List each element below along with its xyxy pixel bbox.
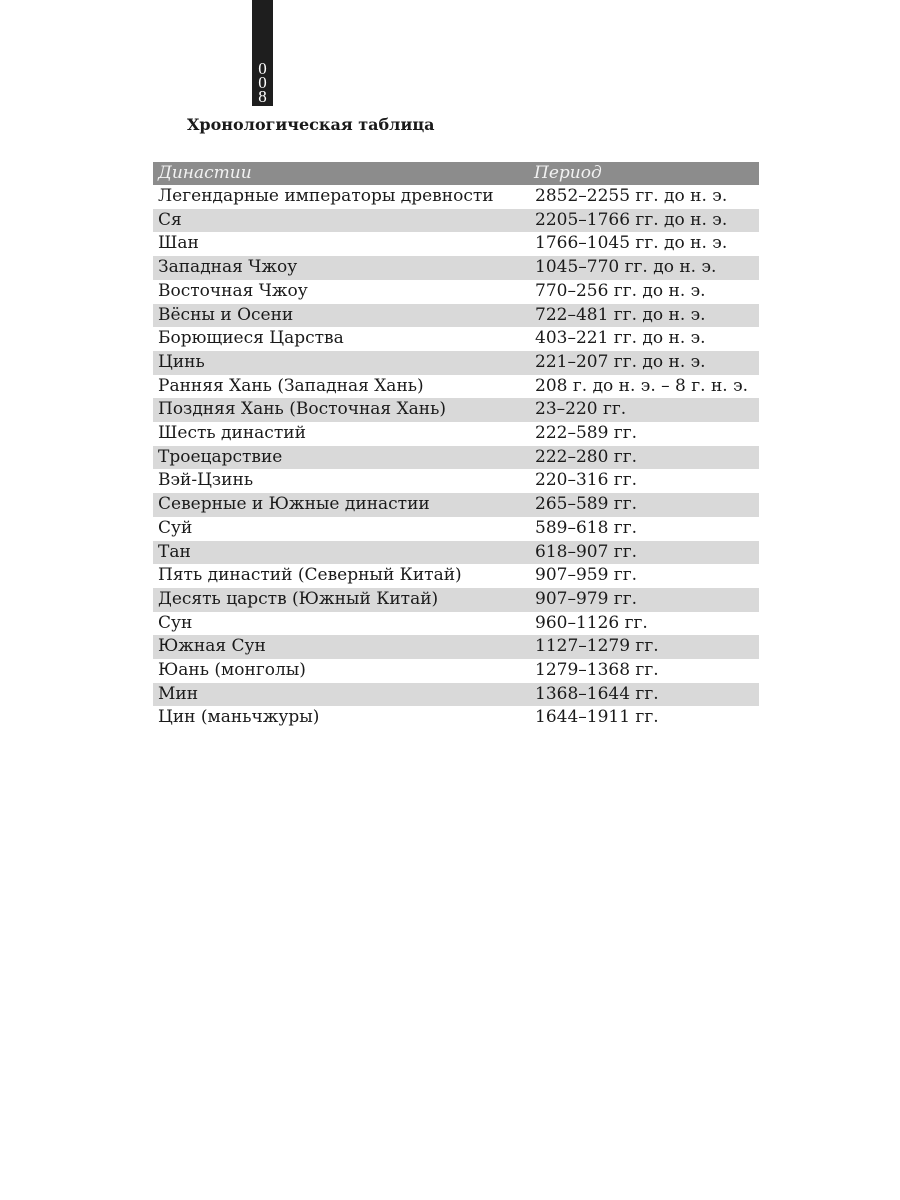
period-cell: 1279–1368 гг. [529, 659, 759, 683]
page-number-digit: 0 [258, 73, 267, 92]
table-row [153, 469, 759, 493]
table-row [153, 398, 759, 422]
table-row [153, 493, 759, 517]
dynasty-cell: Борющиеся Царства [153, 327, 529, 351]
header-dynasty: Династии [153, 162, 529, 185]
period-cell: 265–589 гг. [529, 493, 759, 517]
dynasty-cell: Легендарные императоры древности [153, 185, 529, 209]
period-cell: 618–907 гг. [529, 541, 759, 565]
dynasty-cell: Тан [153, 541, 529, 565]
header-period: Период [529, 162, 759, 185]
dynasty-cell: Вёсны и Осени [153, 304, 529, 328]
period-cell: 1045–770 гг. до н. э. [529, 256, 759, 280]
table-row [153, 185, 759, 209]
period-cell: 222–280 гг. [529, 446, 759, 470]
period-cell: 770–256 гг. до н. э. [529, 280, 759, 304]
dynasty-cell: Восточная Чжоу [153, 280, 529, 304]
page-number-digit: 8 [258, 87, 267, 106]
dynasty-cell: Ся [153, 209, 529, 233]
period-cell: 1127–1279 гг. [529, 635, 759, 659]
table-row [153, 659, 759, 683]
page-number-tab [252, 0, 273, 106]
dynasty-cell: Шан [153, 232, 529, 256]
table-row [153, 422, 759, 446]
period-cell: 221–207 гг. до н. э. [529, 351, 759, 375]
table-row [153, 256, 759, 280]
period-cell: 403–221 гг. до н. э. [529, 327, 759, 351]
table-body [153, 185, 759, 730]
period-cell: 1766–1045 гг. до н. э. [529, 232, 759, 256]
table-row [153, 232, 759, 256]
dynasty-cell: Троецарствие [153, 446, 529, 470]
period-cell: 1368–1644 гг. [529, 683, 759, 707]
table-row [153, 446, 759, 470]
dynasty-cell: Сун [153, 612, 529, 636]
dynasty-cell: Ранняя Хань (Западная Хань) [153, 375, 529, 399]
dynasty-cell: Мин [153, 683, 529, 707]
dynasty-cell: Западная Чжоу [153, 256, 529, 280]
table-row [153, 612, 759, 636]
dynasty-cell: Цин (маньчжуры) [153, 706, 529, 730]
period-cell: 2852–2255 гг. до н. э. [529, 185, 759, 209]
period-cell: 722–481 гг. до н. э. [529, 304, 759, 328]
table-row [153, 683, 759, 707]
page-number [252, 59, 273, 106]
table-title: Хронологическая таблица [187, 115, 435, 134]
dynasty-cell: Цинь [153, 351, 529, 375]
table-row [153, 304, 759, 328]
table-row [153, 351, 759, 375]
page-number-digit: 0 [258, 59, 267, 78]
dynasty-cell: Пять династий (Северный Китай) [153, 564, 529, 588]
period-cell: 907–959 гг. [529, 564, 759, 588]
table-row [153, 588, 759, 612]
chronology-table [153, 162, 759, 730]
period-cell: 23–220 гг. [529, 398, 759, 422]
dynasty-cell: Юань (монголы) [153, 659, 529, 683]
table-row [153, 517, 759, 541]
period-cell: 589–618 гг. [529, 517, 759, 541]
period-cell: 222–589 гг. [529, 422, 759, 446]
dynasty-cell: Шесть династий [153, 422, 529, 446]
dynasty-cell: Вэй-Цзинь [153, 469, 529, 493]
dynasty-cell: Северные и Южные династии [153, 493, 529, 517]
period-cell: 208 г. до н. э. – 8 г. н. э. [529, 375, 759, 399]
period-cell: 1644–1911 гг. [529, 706, 759, 730]
table-row [153, 564, 759, 588]
dynasty-cell: Поздняя Хань (Восточная Хань) [153, 398, 529, 422]
table-row [153, 635, 759, 659]
dynasty-cell: Южная Сун [153, 635, 529, 659]
dynasty-cell: Суй [153, 517, 529, 541]
table-row [153, 375, 759, 399]
dynasty-cell: Десять царств (Южный Китай) [153, 588, 529, 612]
table-header-row [153, 162, 759, 185]
period-cell: 2205–1766 гг. до н. э. [529, 209, 759, 233]
table-row [153, 706, 759, 730]
table-row [153, 541, 759, 565]
table-row [153, 327, 759, 351]
period-cell: 220–316 гг. [529, 469, 759, 493]
period-cell: 960–1126 гг. [529, 612, 759, 636]
table-row [153, 280, 759, 304]
table-row [153, 209, 759, 233]
period-cell: 907–979 гг. [529, 588, 759, 612]
